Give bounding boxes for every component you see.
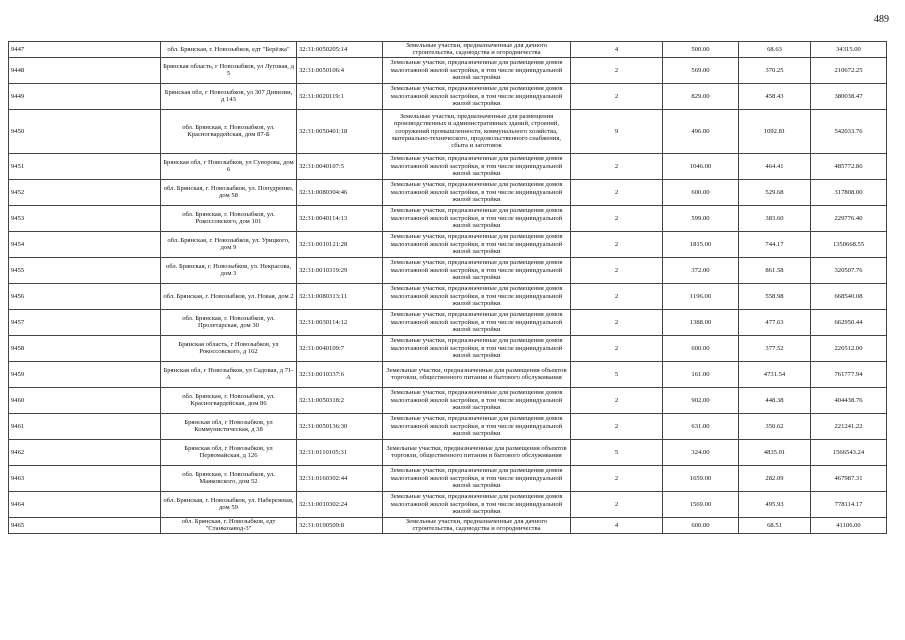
- cell-use-group: 5: [571, 439, 663, 465]
- cell-cadastral-value: 778114.17: [811, 491, 887, 517]
- cell-specific-value: 4835.01: [739, 439, 811, 465]
- cell-cadastral-value: 542033.76: [811, 109, 887, 153]
- cell-permitted-use: Земельные участки, предназначенные для размещения домов малоэтажной жилой застройки, в том числе индивидуальной жилой застройки: [383, 153, 571, 179]
- cell-use-group: 4: [571, 517, 663, 533]
- cell-use-group: 2: [571, 465, 663, 491]
- cell-area: 829.00: [663, 83, 739, 109]
- table-row: [9, 335, 887, 361]
- cell-cadastral-value: 662950.44: [811, 309, 887, 335]
- table-row: [9, 413, 887, 439]
- cell-cadastral-value: 380038.47: [811, 83, 887, 109]
- cell-number: 9463: [9, 465, 161, 491]
- cell-cadastral-number: 32:31:0010302:24: [297, 491, 383, 517]
- cell-cadastral-number: 32:31:0050106:4: [297, 57, 383, 83]
- cell-cadastral-number: 32:31:0050318:2: [297, 387, 383, 413]
- cell-specific-value: 558.98: [739, 283, 811, 309]
- cell-permitted-use: Земельные участки, предназначенные для размещения объектов торговли, общественного питания и бытового обслуживания: [383, 361, 571, 387]
- cell-number: 9458: [9, 335, 161, 361]
- cell-specific-value: 861.58: [739, 257, 811, 283]
- table-row: [9, 517, 887, 533]
- cell-number: 9461: [9, 413, 161, 439]
- cell-cadastral-number: 32:31:0040109:7: [297, 335, 383, 361]
- cell-use-group: 2: [571, 283, 663, 309]
- cell-specific-value: 448.38: [739, 387, 811, 413]
- cell-permitted-use: Земельные участки, предназначенные для дачного строительства, садоводства и огородничества: [383, 517, 571, 533]
- cell-use-group: 4: [571, 42, 663, 58]
- cell-area: 1815.00: [663, 231, 739, 257]
- cell-address: обл. Брянская, г. Новозыбков, ул. Красногвардейская, дом 87-Б: [161, 109, 297, 153]
- cell-area: 324.00: [663, 439, 739, 465]
- cell-number: 9450: [9, 109, 161, 153]
- cell-address: обл. Брянская, г. Новозыбков, ул. Пролетарская, дом 30: [161, 309, 297, 335]
- cell-area: 496.00: [663, 109, 739, 153]
- cell-permitted-use: Земельные участки, предназначенные для размещения домов малоэтажной жилой застройки, в том числе индивидуальной жилой застройки: [383, 413, 571, 439]
- cell-cadastral-value: 485772.86: [811, 153, 887, 179]
- cell-number: 9465: [9, 517, 161, 533]
- cell-cadastral-value: 41106.00: [811, 517, 887, 533]
- cell-number: 9464: [9, 491, 161, 517]
- cell-use-group: 2: [571, 335, 663, 361]
- cell-specific-value: 383.60: [739, 205, 811, 231]
- table-row: [9, 361, 887, 387]
- cell-number: 9456: [9, 283, 161, 309]
- cell-address: Брянская обл, г Новозыбков, ул Садовая, д 71-А: [161, 361, 297, 387]
- cell-address: Брянская обл, г Новозыбков, ул Первомайская, д 126: [161, 439, 297, 465]
- cell-specific-value: 68.51: [739, 517, 811, 533]
- cell-address: Брянская обл, г Новозыбков, ул 307 Дивизии, д 143: [161, 83, 297, 109]
- cell-area: 1569.00: [663, 491, 739, 517]
- cell-area: 1388.00: [663, 309, 739, 335]
- cell-address: обл. Брянская, г. Новозыбков, ул. Набережная, дом 59: [161, 491, 297, 517]
- cell-area: 1196.00: [663, 283, 739, 309]
- cell-area: 600.00: [663, 517, 739, 533]
- cell-permitted-use: Земельные участки, предназначенные для размещения объектов торговли, общественного питания и бытового обслуживания: [383, 439, 571, 465]
- table-row: [9, 57, 887, 83]
- cell-use-group: 9: [571, 109, 663, 153]
- cell-area: 1659.00: [663, 465, 739, 491]
- cell-cadastral-value: 226512.00: [811, 335, 887, 361]
- cell-area: 569.00: [663, 57, 739, 83]
- cell-cadastral-number: 32:31:0050401:18: [297, 109, 383, 153]
- table-row: [9, 465, 887, 491]
- cell-specific-value: 744.17: [739, 231, 811, 257]
- cell-use-group: 2: [571, 179, 663, 205]
- cell-area: 1046.00: [663, 153, 739, 179]
- cell-address: обл. Брянская, г. Новозыбков, ул. Урицкого, дом 9: [161, 231, 297, 257]
- page-number: 489: [874, 14, 889, 25]
- cell-specific-value: 477.63: [739, 309, 811, 335]
- cell-cadastral-number: 32:31:0040114:13: [297, 205, 383, 231]
- cell-area: 599.00: [663, 205, 739, 231]
- cell-specific-value: 350.62: [739, 413, 811, 439]
- cell-address: обл. Брянская, г. Новозыбков, ул. Маяковского, дом 52: [161, 465, 297, 491]
- table-row: [9, 309, 887, 335]
- table-row: [9, 283, 887, 309]
- table-row: [9, 109, 887, 153]
- cell-permitted-use: Земельные участки, предназначенные для дачного строительства, садоводства и огородничества: [383, 42, 571, 58]
- cell-area: 600.00: [663, 335, 739, 361]
- cell-cadastral-number: 32:31:0030114:12: [297, 309, 383, 335]
- cell-permitted-use: Земельные участки, предназначенные для размещения домов малоэтажной жилой застройки, в том числе индивидуальной жилой застройки: [383, 179, 571, 205]
- cell-cadastral-number: 32:31:0080313:11: [297, 283, 383, 309]
- table-row: [9, 387, 887, 413]
- cell-cadastral-number: 32:31:0080304:46: [297, 179, 383, 205]
- table-row: [9, 179, 887, 205]
- cell-number: 9454: [9, 231, 161, 257]
- cell-address: Брянская обл, г Новозыбков, ул Суворова, дом 6: [161, 153, 297, 179]
- cell-cadastral-value: 1566543.24: [811, 439, 887, 465]
- cell-permitted-use: Земельные участки, предназначенные для размещения производственных и административных зданий, строений, сооружений промышленности, коммунального хозяйства, материально-технического, продовольственного снабжения, сбыта и заготовок: [383, 109, 571, 153]
- table-row: [9, 153, 887, 179]
- cell-number: 9462: [9, 439, 161, 465]
- cell-permitted-use: Земельные участки, предназначенные для размещения домов малоэтажной жилой застройки, в том числе индивидуальной жилой застройки: [383, 205, 571, 231]
- cell-address: Брянская обл, г Новозыбков, ул Коммунистическая, д 38: [161, 413, 297, 439]
- cell-cadastral-value: 320507.76: [811, 257, 887, 283]
- cell-address: Брянская область, г Новозыбков, ул Рокоссовского, д 162: [161, 335, 297, 361]
- cell-number: 9447: [9, 42, 161, 58]
- cell-cadastral-value: 467987.31: [811, 465, 887, 491]
- cell-permitted-use: Земельные участки, предназначенные для размещения домов малоэтажной жилой застройки, в том числе индивидуальной жилой застройки: [383, 231, 571, 257]
- cell-specific-value: 68.63: [739, 42, 811, 58]
- cell-specific-value: 464.41: [739, 153, 811, 179]
- cell-address: обл. Брянская, г. Новозыбков, ул. Попудренко, дом 58: [161, 179, 297, 205]
- table-row: [9, 257, 887, 283]
- cell-address: обл. Брянская, г. Новозыбков, ул. Красногвардейская, дом 86: [161, 387, 297, 413]
- table-row: [9, 439, 887, 465]
- cell-area: 600.00: [663, 179, 739, 205]
- cell-permitted-use: Земельные участки, предназначенные для размещения домов малоэтажной жилой застройки, в том числе индивидуальной жилой застройки: [383, 57, 571, 83]
- table-row: [9, 205, 887, 231]
- cell-permitted-use: Земельные участки, предназначенные для размещения домов малоэтажной жилой застройки, в том числе индивидуальной жилой застройки: [383, 465, 571, 491]
- cell-area: 902.00: [663, 387, 739, 413]
- cell-number: 9449: [9, 83, 161, 109]
- cell-cadastral-value: 317808.00: [811, 179, 887, 205]
- table-row: [9, 231, 887, 257]
- cell-cadastral-number: 32:31:0040107:5: [297, 153, 383, 179]
- cell-specific-value: 458.43: [739, 83, 811, 109]
- cell-permitted-use: Земельные участки, предназначенные для размещения домов малоэтажной жилой застройки, в том числе индивидуальной жилой застройки: [383, 387, 571, 413]
- cell-permitted-use: Земельные участки, предназначенные для размещения домов малоэтажной жилой застройки, в том числе индивидуальной жилой застройки: [383, 491, 571, 517]
- cell-use-group: 2: [571, 153, 663, 179]
- cell-number: 9459: [9, 361, 161, 387]
- cell-cadastral-value: 34315.00: [811, 42, 887, 58]
- cell-address: обл. Брянская, г. Новозыбков, ул. Некрасова, дом 3: [161, 257, 297, 283]
- cell-cadastral-value: 404438.76: [811, 387, 887, 413]
- cell-cadastral-number: 32:31:0010337:6: [297, 361, 383, 387]
- cell-cadastral-value: 1350668.55: [811, 231, 887, 257]
- cell-use-group: 2: [571, 309, 663, 335]
- cell-cadastral-number: 32:31:0050205:14: [297, 42, 383, 58]
- table-row: [9, 491, 887, 517]
- table-row: [9, 83, 887, 109]
- cell-specific-value: 370.25: [739, 57, 811, 83]
- cell-address: обл. Брянская, г. Новозыбков, едт "Станкозавод-3": [161, 517, 297, 533]
- cell-permitted-use: Земельные участки, предназначенные для размещения домов малоэтажной жилой застройки, в том числе индивидуальной жилой застройки: [383, 309, 571, 335]
- cell-permitted-use: Земельные участки, предназначенные для размещения домов малоэтажной жилой застройки, в том числе индивидуальной жилой застройки: [383, 335, 571, 361]
- cell-use-group: 2: [571, 205, 663, 231]
- cell-specific-value: 529.68: [739, 179, 811, 205]
- cell-permitted-use: Земельные участки, предназначенные для размещения домов малоэтажной жилой застройки, в том числе индивидуальной жилой застройки: [383, 83, 571, 109]
- cell-area: 500.00: [663, 42, 739, 58]
- cell-permitted-use: Земельные участки, предназначенные для размещения домов малоэтажной жилой застройки, в том числе индивидуальной жилой застройки: [383, 257, 571, 283]
- cell-number: 9448: [9, 57, 161, 83]
- cell-number: 9460: [9, 387, 161, 413]
- cell-cadastral-number: 32:31:0050136:30: [297, 413, 383, 439]
- cell-use-group: 2: [571, 57, 663, 83]
- cell-cadastral-value: 221241.22: [811, 413, 887, 439]
- cell-use-group: 5: [571, 361, 663, 387]
- cell-cadastral-value: 668540.08: [811, 283, 887, 309]
- cell-cadastral-value: 761777.94: [811, 361, 887, 387]
- cell-specific-value: 495.93: [739, 491, 811, 517]
- cell-use-group: 2: [571, 231, 663, 257]
- cell-address: обл. Брянская, г. Новозыбков, едт "Берёзка": [161, 42, 297, 58]
- cell-specific-value: 1092.81: [739, 109, 811, 153]
- cell-specific-value: 377.52: [739, 335, 811, 361]
- cell-permitted-use: Земельные участки, предназначенные для размещения домов малоэтажной жилой застройки, в том числе индивидуальной жилой застройки: [383, 283, 571, 309]
- cell-cadastral-number: 32:31:0010121:28: [297, 231, 383, 257]
- cell-cadastral-number: 32:31:0010319:29: [297, 257, 383, 283]
- cell-address: обл. Брянская, г. Новозыбков, ул. Рокоссовского, дом 101: [161, 205, 297, 231]
- land-valuation-table: [8, 41, 887, 534]
- cell-cadastral-number: 32:31:0190509:8: [297, 517, 383, 533]
- cell-number: 9455: [9, 257, 161, 283]
- cell-use-group: 2: [571, 387, 663, 413]
- cell-cadastral-value: 229776.40: [811, 205, 887, 231]
- cell-area: 161.00: [663, 361, 739, 387]
- table-row: [9, 42, 887, 58]
- cell-address: Брянская область, г Новозыбков, ул Луговая, д 5: [161, 57, 297, 83]
- cell-cadastral-value: 210672.25: [811, 57, 887, 83]
- cell-specific-value: 282.09: [739, 465, 811, 491]
- cell-number: 9457: [9, 309, 161, 335]
- cell-address: обл. Брянская, г. Новозыбков, ул. Новая, дом 2: [161, 283, 297, 309]
- cell-area: 372.00: [663, 257, 739, 283]
- cell-number: 9451: [9, 153, 161, 179]
- cell-cadastral-number: 32:31:0160302:44: [297, 465, 383, 491]
- cell-number: 9453: [9, 205, 161, 231]
- cell-use-group: 2: [571, 83, 663, 109]
- cell-number: 9452: [9, 179, 161, 205]
- cell-use-group: 2: [571, 491, 663, 517]
- cell-use-group: 2: [571, 257, 663, 283]
- cell-area: 631.00: [663, 413, 739, 439]
- cell-cadastral-number: 32:31:0110105:31: [297, 439, 383, 465]
- cell-use-group: 2: [571, 413, 663, 439]
- cell-cadastral-number: 32:31:0020119:1: [297, 83, 383, 109]
- cell-specific-value: 4731.54: [739, 361, 811, 387]
